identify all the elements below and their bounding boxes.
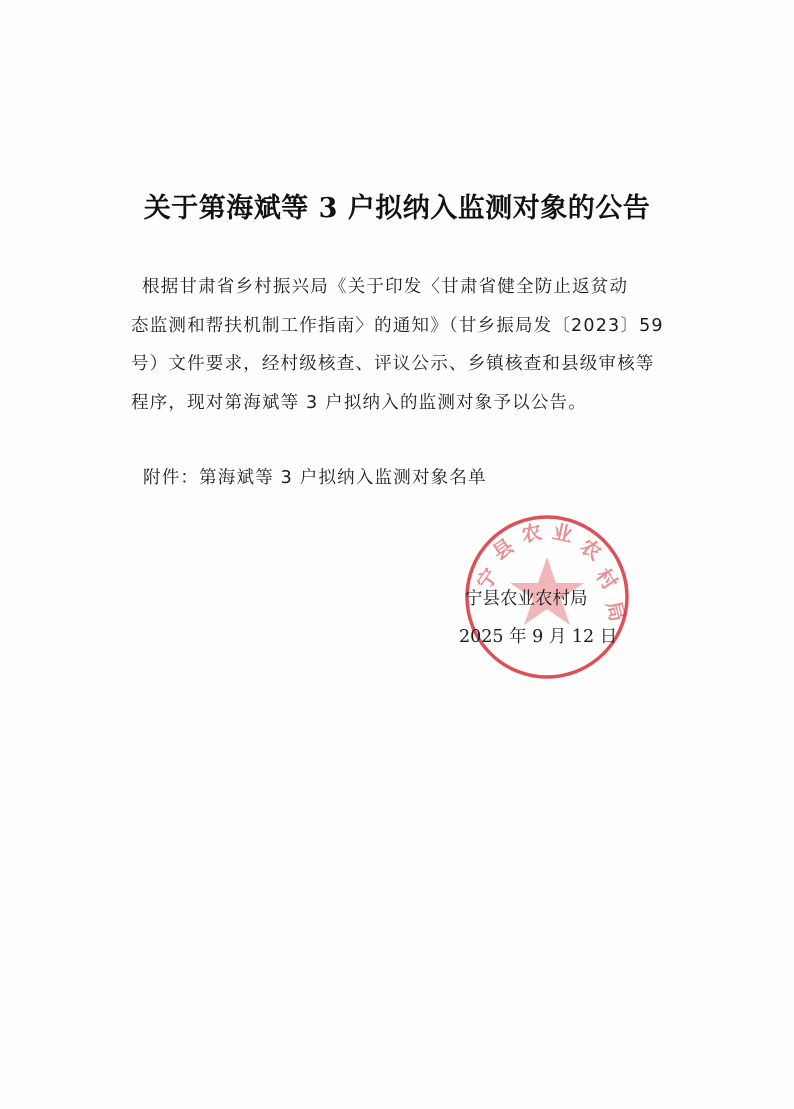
signature-date: 2025 年 9 月 12 日: [459, 627, 618, 647]
svg-text:村: 村: [591, 563, 623, 595]
document-body: [131, 268, 691, 422]
document-title: 关于第海斌等 3 户拟纳入监测对象的公告: [143, 193, 651, 224]
signature-block: [459, 580, 617, 656]
svg-text:宁: 宁: [471, 563, 503, 595]
svg-text:局: 局: [601, 598, 630, 624]
svg-text:县: 县: [487, 533, 519, 565]
attachment-note: 附件：第海斌等 3 户拟纳入监测对象名单: [143, 468, 487, 488]
body-line-2: 态监测和帮扶机制工作指南〉的通知》（甘乡振局发〔2023〕59: [131, 315, 664, 336]
body-line-4: 程序，现对第海斌等 3 户拟纳入的监测对象予以公告。: [131, 392, 587, 413]
signature-organization: 宁县农业农村局: [465, 589, 588, 609]
svg-text:业: 业: [550, 519, 575, 547]
svg-text:农: 农: [575, 533, 607, 565]
svg-text:农: 农: [519, 519, 544, 547]
body-line-3: 号）文件要求，经村级核查、评议公示、乡镇核查和县级审核等: [131, 354, 655, 374]
body-line-1: 根据甘肃省乡村振兴局《关于印发〈甘肃省健全防止返贫动: [142, 277, 629, 297]
